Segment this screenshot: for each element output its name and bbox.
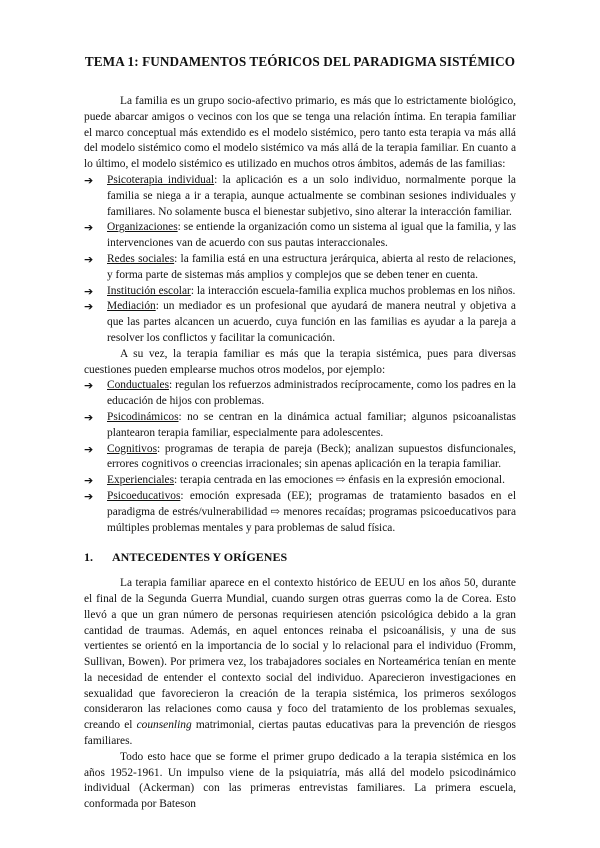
list-item (84, 299, 516, 346)
list-item-term: Mediación (107, 300, 156, 313)
list-item-text: : la aplicación es a un solo individuo, normalmente porque la familia se niega a ir a terapia, aunque actualmente se combinan sesiones individuales y familiares. No solamente busca el bienestar subjetivo, sino alterar la interacción familiar. (107, 173, 516, 218)
list-item-term: Psicoterapia individual (107, 173, 215, 186)
list-item (84, 489, 516, 536)
arrow-bullet-icon: ➔ (84, 221, 94, 235)
list-item-term: Organizaciones (107, 221, 178, 234)
history-text-b: matrimonial, ciertas pautas educativas para la prevención de riesgos familiares. (84, 719, 516, 748)
list-item-text: : regulan los refuerzos administrados recíprocamente, como los padres en la educación de hijos con problemas. (107, 379, 516, 408)
list-item (84, 220, 516, 252)
document-title: TEMA 1: FUNDAMENTOS TEÓRICOS DEL PARADIGMA SISTÉMICO (84, 54, 516, 69)
list-item-text: : emoción expresada (EE); programas de tratamiento basados en el paradigma de estrés/vulnerabilidad ⇨ menores recaídas; programas psicoeducativos para múltiples problemas mentales y para problemas de salud física. (107, 489, 516, 534)
intro-paragraph: La familia es un grupo socio-afectivo primario, es más que lo estrictamente biológico, puede abarcar amigos o vecinos con los que se tenga una relación íntima. En terapia familiar el marco conceptual más extendido es el modelo sistémico, pero tanto esta terapia va más allá del modelo sistémico como el modelo sistémico va más allá de la terapia familiar. En cuanto a lo último, el modelo sistémico es utilizado en muchos otros ámbitos, además de las familias: (84, 95, 516, 171)
list-item (84, 284, 516, 300)
list-item (84, 173, 516, 220)
therapy-models-list (84, 378, 516, 536)
list-item (84, 410, 516, 442)
list-item-term: Redes sociales (107, 252, 175, 265)
origins-paragraph: Todo esto hace que se forme el primer grupo dedicado a la terapia sistémica en los años 1952-1961. Un impulso viene de la psiquiatría, más allá del modelo psicodinámico individual (Ackerman) con las primeras entrevistas familiares. La primera escuela, conformada por Bateson (84, 750, 516, 811)
list-item-term: Institución escolar (107, 284, 191, 297)
list-item-term: Conductuales (107, 379, 170, 392)
arrow-bullet-icon: ➔ (84, 300, 94, 314)
list-item (84, 442, 516, 474)
list-item-term: Cognitivos (107, 442, 158, 455)
list-item-text: : se entiende la organización como un sistema al igual que la familia, y las intervenciones van de acuerdo con sus pautas interaccionales. (107, 221, 516, 250)
list-item-text: : no se centran en la dinámica actual familiar; algunos psicoanalistas plantearon terapia familiar, especialmente para adolescentes. (107, 410, 516, 439)
list-item-term: Psicoeducativos (107, 489, 181, 502)
list-item (84, 473, 516, 489)
list-item-term: Psicodinámicos (107, 410, 179, 423)
history-text-a: La terapia familiar aparece en el contexto histórico de EEUU en los años 50, durante el final de la Segunda Guerra Mundial, cuando surgen otras guerras como la de Corea. Esto llevó a que un gran número de personas requiriesen atención psicológica debido a la gran cantidad de traumas. Además, en aquel entonces reinaba el psicoanálisis, y una de sus vertientes se orientó en la importancia de lo social y lo relacional para el individuo (Fromm, Sullivan, Bowen). Por primera vez, los trabajadores sociales en Norteamérica tenían en mente la necesidad de entender el contexto social del individuo. Aparecieron investigaciones en sexualidad que favorecieron la creación de la terapia sistémica, los primeros sexólogos consideraron las relaciones como causa y foco del tratamiento de los problemas sexuales, creando el (84, 577, 516, 732)
arrow-bullet-icon: ➔ (84, 379, 94, 393)
history-paragraph (84, 576, 516, 750)
arrow-bullet-icon: ➔ (84, 410, 94, 424)
list-item-text: : la familia está en una estructura jerárquica, abierta al resto de relaciones, y forma parte de sistemas más amplios y complejos que se deben tener en cuenta. (107, 252, 516, 281)
list-item-text: : terapia centrada en las emociones ⇨ énfasis en la expresión emocional. (174, 474, 505, 487)
history-italic-term: counsenling (136, 719, 192, 732)
arrow-bullet-icon: ➔ (84, 489, 94, 503)
list-item-term: Experienciales (107, 474, 175, 487)
document-body (84, 94, 516, 813)
list-item-text: : un mediador es un profesional que ayudará de manera neutral y objetiva a que las partes alcancen un acuerdo, cuya función en las familias es ayudar a la pareja a resolver los conflictos y facilitar la comunicación. (107, 300, 516, 344)
models-paragraph: A su vez, la terapia familiar es más que la terapia sistémica, pues para diversas cuestiones pueden emplearse muchos otros modelos, por ejemplo: (84, 347, 516, 376)
list-item (84, 378, 516, 410)
arrow-bullet-icon: ➔ (84, 173, 94, 187)
section-title: ANTECEDENTES Y ORÍGENES (112, 550, 288, 565)
list-item (84, 252, 516, 284)
section-number: 1. (84, 550, 93, 565)
list-item-text: : programas de terapia de pareja (Beck); analizan supuestos disfuncionales, errores cognitivos o creencias irracionales; sin apenas aplicación en la terapia familiar. (107, 442, 516, 471)
section-heading (84, 550, 516, 566)
arrow-bullet-icon: ➔ (84, 252, 94, 266)
application-areas-list (84, 173, 516, 347)
arrow-bullet-icon: ➔ (84, 442, 94, 456)
arrow-bullet-icon: ➔ (84, 284, 94, 298)
list-item-text: : la interacción escuela-familia explica muchos problemas en los niños. (190, 284, 516, 297)
arrow-bullet-icon: ➔ (84, 474, 94, 488)
